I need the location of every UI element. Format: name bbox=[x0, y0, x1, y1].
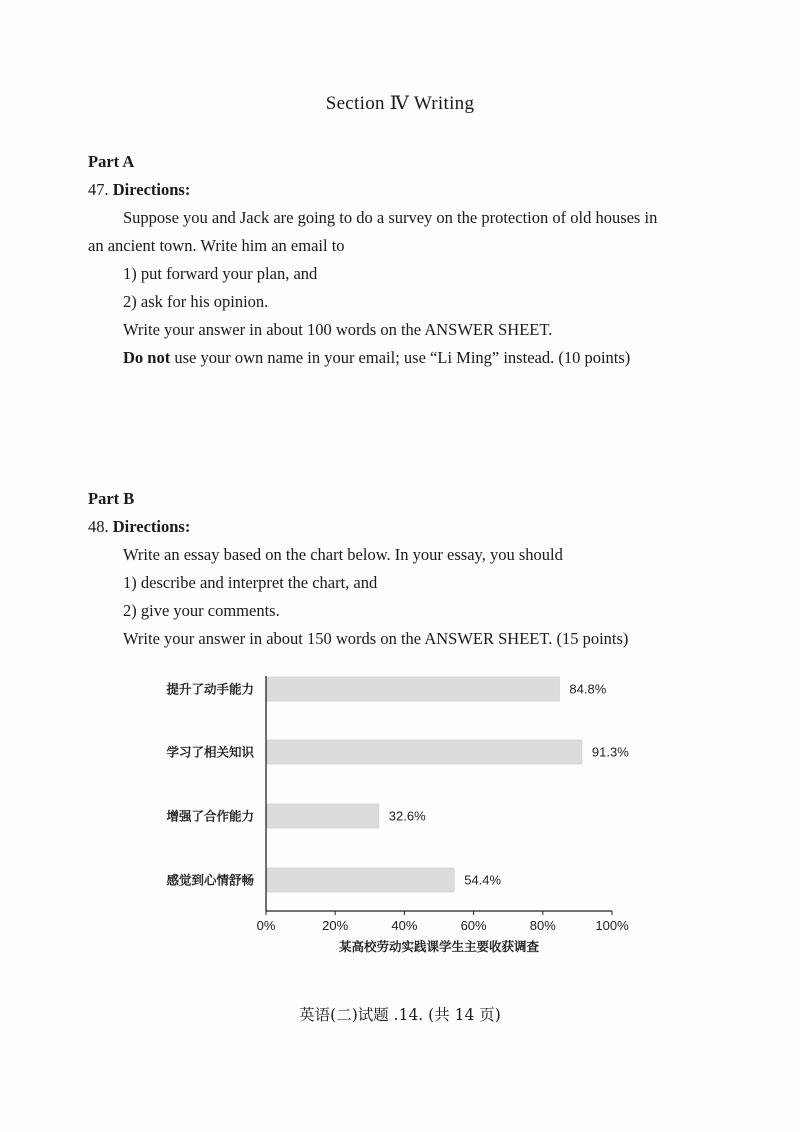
value-label-1: 84.8% bbox=[569, 681, 607, 697]
x-tick-label-4: 60% bbox=[460, 918, 487, 933]
question-number: 48. bbox=[88, 517, 109, 536]
part-a-answer-instruction: Write your answer in about 100 words on the ANSWER SHEET. bbox=[123, 320, 553, 339]
category-label-1: 提升了动手能力 bbox=[166, 681, 254, 697]
value-label-2: 91.3% bbox=[591, 744, 629, 760]
part-b-heading: Part B bbox=[88, 489, 135, 508]
x-tick-label-3: 40% bbox=[391, 918, 418, 933]
part-a-item-1: 1) put forward your plan, and bbox=[123, 264, 318, 283]
category-label-4: 感觉到心情舒畅 bbox=[166, 872, 254, 888]
value-label-3: 32.6% bbox=[388, 808, 426, 824]
section-title: Section Ⅳ Writing bbox=[325, 93, 475, 114]
x-tick-label-2: 20% bbox=[322, 918, 349, 933]
part-a-text-line-2: an ancient town. Write him an email to bbox=[88, 236, 345, 255]
bar-3 bbox=[267, 804, 379, 828]
part-b-item-2: 2) give your comments. bbox=[123, 601, 280, 620]
x-tick-label-6: 100% bbox=[595, 918, 629, 933]
directions-label: Directions: bbox=[112, 180, 191, 199]
directions-label: Directions: bbox=[112, 517, 191, 536]
bar-4 bbox=[267, 868, 454, 892]
bar-1 bbox=[267, 677, 559, 701]
name-instruction-text: use your own name in your email; use “Li Ming” instead. (10 points) bbox=[170, 348, 631, 367]
category-label-2: 学习了相关知识 bbox=[166, 744, 254, 760]
part-a-heading: Part A bbox=[88, 152, 135, 171]
question-number: 47. bbox=[88, 180, 109, 199]
x-tick-label-5: 80% bbox=[529, 918, 556, 933]
page-footer: 英语(二)试题 .14. (共 14 页) bbox=[299, 1006, 501, 1024]
part-b-item-1: 1) describe and interpret the chart, and bbox=[123, 573, 378, 592]
x-tick-label-1: 0% bbox=[256, 918, 276, 933]
part-a-item-2: 2) ask for his opinion. bbox=[123, 292, 269, 311]
do-not-emphasis: Do not bbox=[123, 348, 171, 367]
part-b-answer-instruction: Write your answer in about 150 words on the ANSWER SHEET. (15 points) bbox=[123, 629, 629, 648]
chart-title: 某高校劳动实践课学生主要收获调查 bbox=[338, 939, 540, 954]
value-label-4: 54.4% bbox=[464, 872, 502, 888]
part-a-text-line-1: Suppose you and Jack are going to do a survey on the protection of old houses in bbox=[123, 208, 658, 227]
bar-2 bbox=[267, 740, 582, 764]
category-label-3: 增强了合作能力 bbox=[166, 808, 254, 824]
part-b-text-line-1: Write an essay based on the chart below. In your essay, you should bbox=[123, 545, 563, 564]
